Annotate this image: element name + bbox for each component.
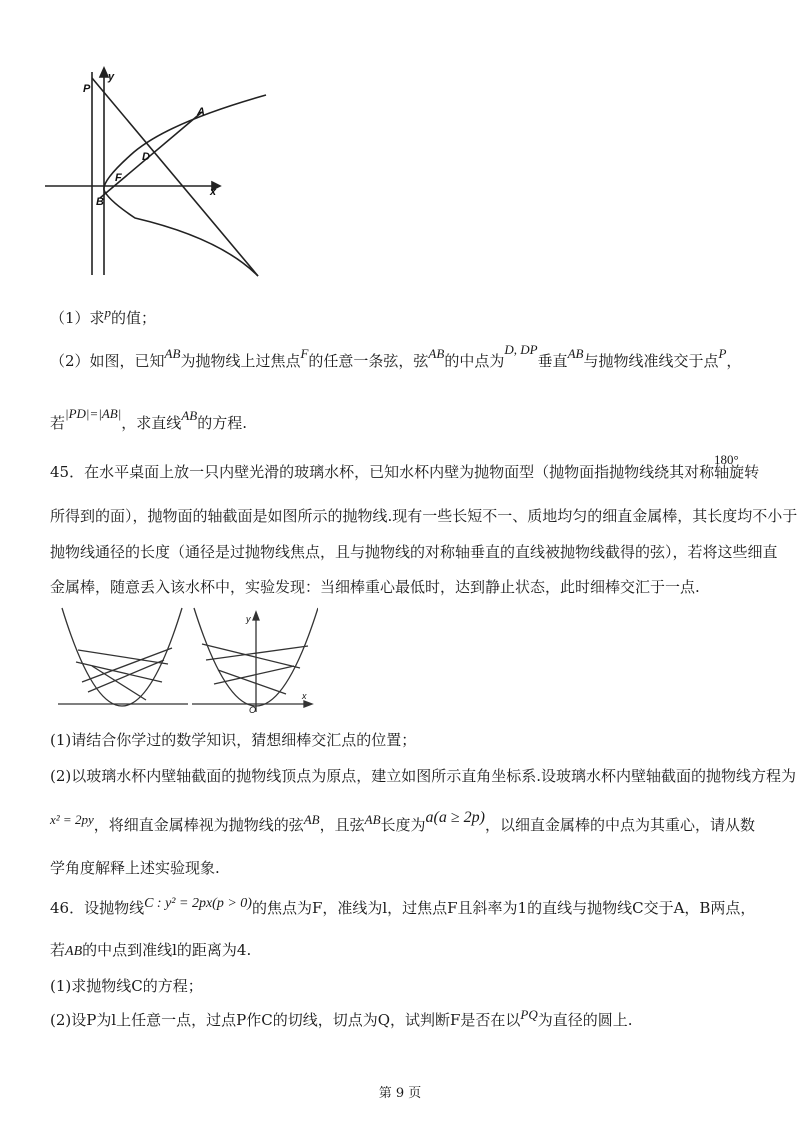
q45-part2-eq: x² = 2py，将细直金属棒视为抛物线的弦AB，且弦AB长度为a(a ≥ 2p)，以细直金属棒的中点为其重心，请从数 [50,809,755,834]
figure-parabola-chord [40,60,280,280]
q44-part2-condition: 若|PD|=|AB|，求直线AB的方程. [50,406,247,432]
label-x: x [210,186,217,198]
q46-part1: (1)求抛物线C的方程； [50,977,203,995]
coord-x-arrow [304,701,312,707]
coord-rod-3 [214,666,294,684]
coord-label-o: O [249,705,257,715]
figure-coordinate-rods [188,604,318,716]
label-b: B [96,196,104,208]
coord-rod-1 [202,644,300,668]
chord-ab [100,112,202,198]
coord-y-arrow [253,612,259,620]
q44-part1: （1）求p的值； [50,305,157,327]
coord-label-x: x [302,691,307,701]
q45-line4: 金属棒，随意丢入该水杯中，实验发现：当细棒重心最低时，达到静止状态，此时细棒交汇于一点. [50,578,700,596]
rod-1 [78,650,168,664]
q44-part2: （2）如图，已知AB为抛物线上过焦点F的任意一条弦，弦AB的中点为D, DP垂直AB与抛物线准线交于点P， [50,342,742,370]
q45-part1: (1)请结合你学过的数学知识，猜想细棒交汇点的位置； [50,731,417,749]
coord-rod-4 [218,670,286,694]
q46-part2: (2)设P为l上任意一点，过点P作C的切线，切点为Q，试判断F是否在以PQ为直径的圆上. [50,1007,633,1029]
q45-degree: 180° [714,452,739,467]
q46-line1: 46．设抛物线C : y² = 2px(p > 0)的焦点为F，准线为l，过焦点F且斜率为1的直线与抛物线C交于A，B两点， [50,896,756,917]
label-y: y [108,71,115,83]
q45-part2: (2)以玻璃水杯内壁轴截面的抛物线顶点为原点，建立如图所示直角坐标系.设玻璃水杯内壁轴截面的抛物线方程为 [50,767,797,785]
label-f: F [115,172,122,184]
page-footer: 第 9 页 [378,1086,422,1101]
coord-label-y: y [246,614,251,624]
q45-line-last: 学角度解释上述实验现象. [50,859,220,877]
figure-cup-rods [52,604,192,716]
label-d: D [142,151,150,163]
q45-line3: 抛物线通径的长度（通径是过抛物线焦点，且与抛物线的对称轴垂直的直线被抛物线截得的弦），若将这些细直 [50,543,778,561]
label-a: A [197,106,205,118]
label-p: P [83,83,91,95]
q46-line2: 若AB的中点到准线l的距离为4. [50,941,252,959]
y-axis-arrow [100,68,108,77]
q45-line2: 所得到的面），抛物面的轴截面是如图所示的抛物线.现有一些长短不一、质地均匀的细直金属棒，其长度均不小于 [50,507,798,525]
q45-line1: 45．在水平桌面上放一只内壁光滑的玻璃水杯，已知水杯内壁为抛物面型（抛物面指抛物线绕其对称轴旋转 [50,463,760,481]
